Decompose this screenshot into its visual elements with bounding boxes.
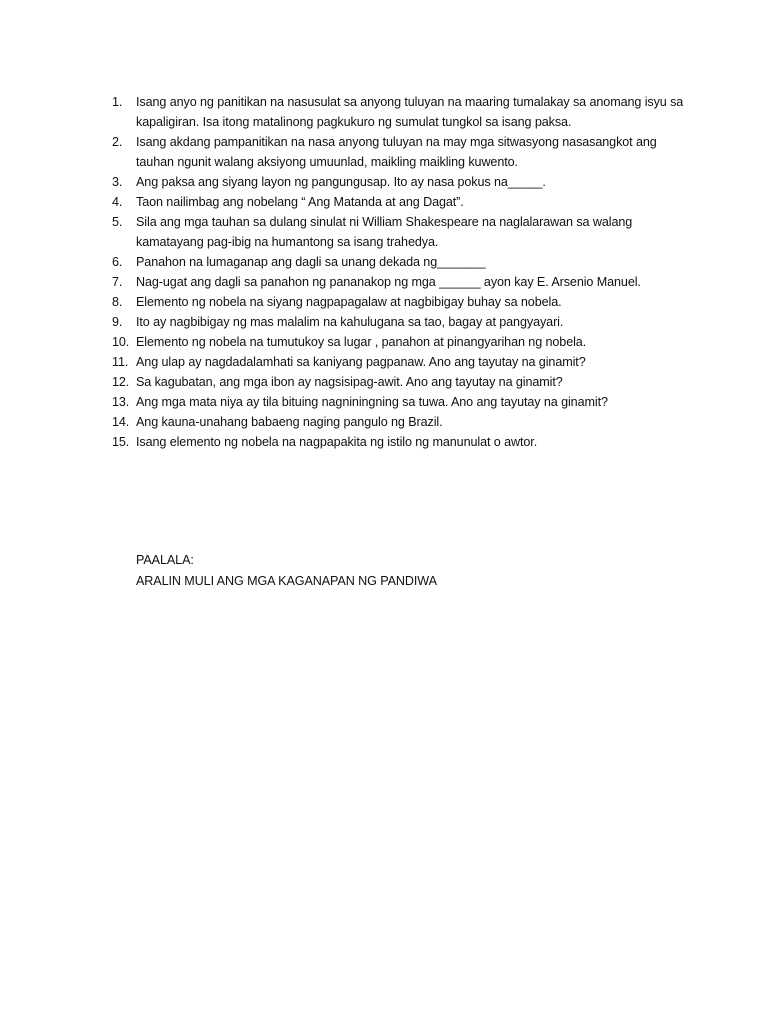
question-number: 14.	[112, 415, 130, 429]
question-item	[104, 312, 684, 332]
question-item	[104, 392, 684, 412]
question-item	[104, 432, 684, 452]
question-number: 13.	[112, 395, 130, 409]
reminder-body: ARALIN MULI ANG MGA KAGANAPAN NG PANDIWA	[136, 574, 437, 588]
question-item	[104, 252, 684, 272]
question-number: 4.	[112, 195, 123, 209]
question-item	[104, 292, 684, 312]
question-text: Nag-ugat ang dagli sa panahon ng pananakop ng mga ______ ayon kay E. Arsenio Manuel.	[136, 275, 641, 289]
question-number: 5.	[112, 215, 123, 229]
question-text: Elemento ng nobela na tumutukoy sa lugar , panahon at pinangyarihan ng nobela.	[136, 335, 587, 349]
question-text: Elemento ng nobela na siyang nagpapagalaw at nagbibigay buhay sa nobela.	[136, 295, 562, 309]
question-item	[104, 372, 684, 392]
question-text: Ang mga mata niya ay tila bituing nagniningning sa tuwa. Ano ang tayutay na ginamit?	[136, 395, 608, 409]
question-text: Isang akdang pampanitikan na nasa anyong tuluyan na may mga sitwasyong nasasangkot ang tauhan ngunit walang aksiyong umuunlad, maikling maikling kuwento.	[136, 135, 657, 169]
question-text: Ang ulap ay nagdadalamhati sa kaniyang pagpanaw. Ano ang tayutay na ginamit?	[136, 355, 586, 369]
question-list	[104, 92, 684, 452]
question-item	[104, 272, 684, 292]
question-item	[104, 332, 684, 352]
question-item	[104, 132, 684, 172]
question-number: 2.	[112, 135, 123, 149]
question-item	[104, 172, 684, 192]
question-number: 10.	[112, 335, 130, 349]
question-number: 6.	[112, 255, 123, 269]
question-text: Taon nailimbag ang nobelang “ Ang Matanda at ang Dagat”.	[136, 195, 464, 209]
reminder-section	[136, 550, 656, 592]
question-number: 9.	[112, 315, 123, 329]
question-item	[104, 192, 684, 212]
question-number: 11.	[112, 355, 129, 369]
question-text: Ito ay nagbibigay ng mas malalim na kahulugana sa tao, bagay at pangyayari.	[136, 315, 564, 329]
reminder-heading: PAALALA:	[136, 553, 194, 567]
question-item	[104, 352, 684, 372]
question-text: Ang paksa ang siyang layon ng pangungusap. Ito ay nasa pokus na_____.	[136, 175, 546, 189]
question-number: 15.	[112, 435, 130, 449]
question-text: Sila ang mga tauhan sa dulang sinulat ni William Shakespeare na naglalarawan sa walang kamatayang pag-ibig na humantong sa isang trahedya.	[136, 215, 633, 249]
question-item	[104, 212, 684, 252]
question-number: 12.	[112, 375, 130, 389]
question-text: Isang elemento ng nobela na nagpapakita ng istilo ng manunulat o awtor.	[136, 435, 538, 449]
question-text: Isang anyo ng panitikan na nasusulat sa anyong tuluyan na maaring tumalakay sa anomang isyu sa kapaligiran. Isa itong matalinong pagkukuro ng sumulat tungkol sa isang paksa.	[136, 95, 684, 129]
question-number: 3.	[112, 175, 123, 189]
question-item	[104, 412, 684, 432]
question-number: 7.	[112, 275, 123, 289]
question-text: Panahon na lumaganap ang dagli sa unang dekada ng_______	[136, 255, 486, 269]
question-item	[104, 92, 684, 132]
question-text: Ang kauna-unahang babaeng naging pangulo ng Brazil.	[136, 415, 443, 429]
question-number: 1.	[112, 95, 123, 109]
question-text: Sa kagubatan, ang mga ibon ay nagsisipag-awit. Ano ang tayutay na ginamit?	[136, 375, 563, 389]
question-number: 8.	[112, 295, 123, 309]
